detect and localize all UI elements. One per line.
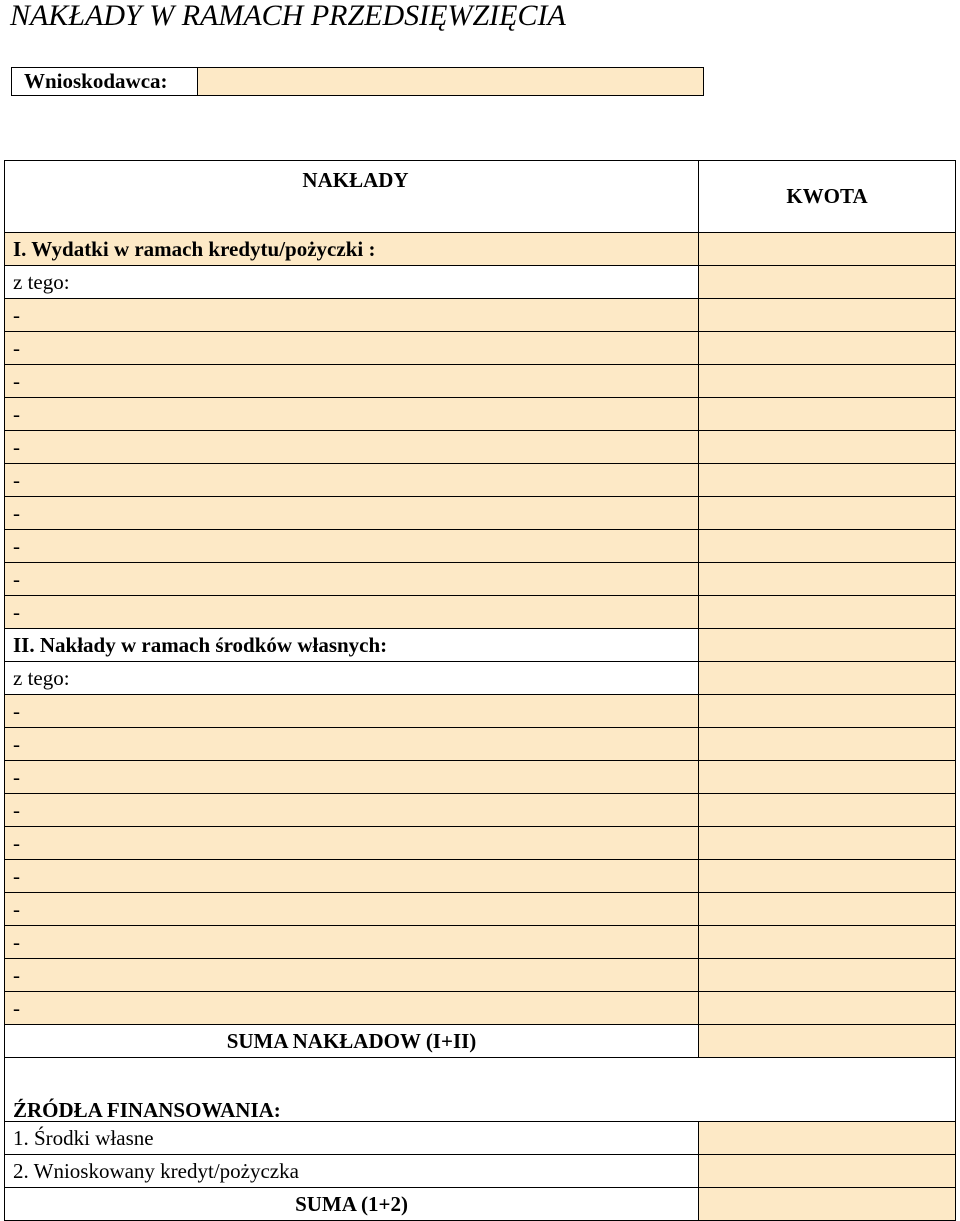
- section1-item-amount[interactable]: [699, 563, 956, 596]
- section1-amount-cell[interactable]: [699, 233, 956, 266]
- sources-title-blank: [699, 1058, 956, 1122]
- sum-costs-label: SUMA NAKŁADOW (I+II): [5, 1025, 699, 1058]
- section2-item[interactable]: -: [5, 728, 699, 761]
- section2-item-row: [5, 827, 956, 860]
- section2-item-amount[interactable]: [699, 695, 956, 728]
- section2-item[interactable]: -: [5, 761, 699, 794]
- section2-item-row: [5, 926, 956, 959]
- section2-title: II. Nakłady w ramach środków własnych:: [5, 629, 699, 662]
- header-amount: KWOTA: [699, 161, 956, 233]
- section1-item-row: [5, 464, 956, 497]
- section2-item-row: [5, 761, 956, 794]
- section1-item-amount[interactable]: [699, 332, 956, 365]
- section1-item[interactable]: -: [5, 332, 699, 365]
- section1-item-amount[interactable]: [699, 299, 956, 332]
- sources-title-row: [5, 1058, 956, 1122]
- section1-item-amount[interactable]: [699, 497, 956, 530]
- section2-item[interactable]: -: [5, 992, 699, 1025]
- section2-item-amount[interactable]: [699, 761, 956, 794]
- section2-item[interactable]: -: [5, 893, 699, 926]
- section2-item-amount[interactable]: [699, 827, 956, 860]
- section1-item-row: [5, 530, 956, 563]
- section2-item-row: [5, 959, 956, 992]
- section2-item-row: [5, 728, 956, 761]
- sources-loan-amount[interactable]: [699, 1155, 956, 1188]
- section1-title: I. Wydatki w ramach kredytu/pożyczki :: [5, 233, 699, 266]
- section1-item-amount[interactable]: [699, 596, 956, 629]
- section1-item[interactable]: -: [5, 464, 699, 497]
- section2-item[interactable]: -: [5, 827, 699, 860]
- section2-subtitle-row: [5, 662, 956, 695]
- section2-item-row: [5, 860, 956, 893]
- sources-title: ŹRÓDŁA FINANSOWANIA:: [5, 1058, 699, 1122]
- section1-item[interactable]: -: [5, 365, 699, 398]
- section2-title-row: [5, 629, 956, 662]
- applicant-row: [11, 67, 704, 96]
- sources-sum-label: SUMA (1+2): [5, 1188, 699, 1221]
- section2-item-amount[interactable]: [699, 893, 956, 926]
- section1-subtitle-amount-cell[interactable]: [699, 266, 956, 299]
- section1-item-amount[interactable]: [699, 464, 956, 497]
- section1-subtitle: z tego:: [5, 266, 699, 299]
- sources-sum-row: [5, 1188, 956, 1221]
- section1-item[interactable]: -: [5, 563, 699, 596]
- section2-item-row: [5, 794, 956, 827]
- section1-title-row: [5, 233, 956, 266]
- page-title: NAKŁADY W RAMACH PRZEDSIĘWZIĘCIA: [10, 0, 566, 32]
- section1-item-amount[interactable]: [699, 530, 956, 563]
- section2-subtitle-amount-cell[interactable]: [699, 662, 956, 695]
- section2-item-row: [5, 992, 956, 1025]
- section1-item-row: [5, 398, 956, 431]
- section1-subtitle-row: [5, 266, 956, 299]
- sources-own-funds: 1. Środki własne: [5, 1122, 699, 1155]
- section1-item-row: [5, 299, 956, 332]
- section1-item-row: [5, 365, 956, 398]
- sources-sum-amount[interactable]: [699, 1188, 956, 1221]
- section1-item-row: [5, 332, 956, 365]
- section1-item[interactable]: -: [5, 497, 699, 530]
- section2-item[interactable]: -: [5, 959, 699, 992]
- sources-item-row: [5, 1122, 956, 1155]
- section1-item-row: [5, 431, 956, 464]
- section2-item-amount[interactable]: [699, 959, 956, 992]
- section2-amount-cell[interactable]: [699, 629, 956, 662]
- section1-item[interactable]: -: [5, 398, 699, 431]
- section1-item-row: [5, 497, 956, 530]
- section1-item-amount[interactable]: [699, 431, 956, 464]
- section1-item[interactable]: -: [5, 530, 699, 563]
- sum-costs-amount[interactable]: [699, 1025, 956, 1058]
- section2-item-amount[interactable]: [699, 860, 956, 893]
- section1-item[interactable]: -: [5, 431, 699, 464]
- section1-item-row: [5, 563, 956, 596]
- costs-table: [4, 160, 956, 1221]
- section2-item-amount[interactable]: [699, 926, 956, 959]
- section1-item-row: [5, 596, 956, 629]
- section2-item-row: [5, 695, 956, 728]
- section1-item[interactable]: -: [5, 596, 699, 629]
- section2-subtitle: z tego:: [5, 662, 699, 695]
- section2-item[interactable]: -: [5, 926, 699, 959]
- sources-loan: 2. Wnioskowany kredyt/pożyczka: [5, 1155, 699, 1188]
- applicant-field[interactable]: [198, 68, 703, 95]
- section2-item-amount[interactable]: [699, 992, 956, 1025]
- sources-item-row: [5, 1155, 956, 1188]
- section1-item-amount[interactable]: [699, 365, 956, 398]
- sources-own-funds-amount[interactable]: [699, 1122, 956, 1155]
- section2-item[interactable]: -: [5, 860, 699, 893]
- applicant-label: Wnioskodawca:: [12, 68, 198, 95]
- section2-item-amount[interactable]: [699, 794, 956, 827]
- table-header-row: [5, 161, 956, 233]
- section2-item[interactable]: -: [5, 794, 699, 827]
- sum-costs-row: [5, 1025, 956, 1058]
- section2-item-amount[interactable]: [699, 728, 956, 761]
- section1-item-amount[interactable]: [699, 398, 956, 431]
- section2-item-row: [5, 893, 956, 926]
- section1-item[interactable]: -: [5, 299, 699, 332]
- section2-item[interactable]: -: [5, 695, 699, 728]
- header-costs: NAKŁADY: [5, 161, 699, 233]
